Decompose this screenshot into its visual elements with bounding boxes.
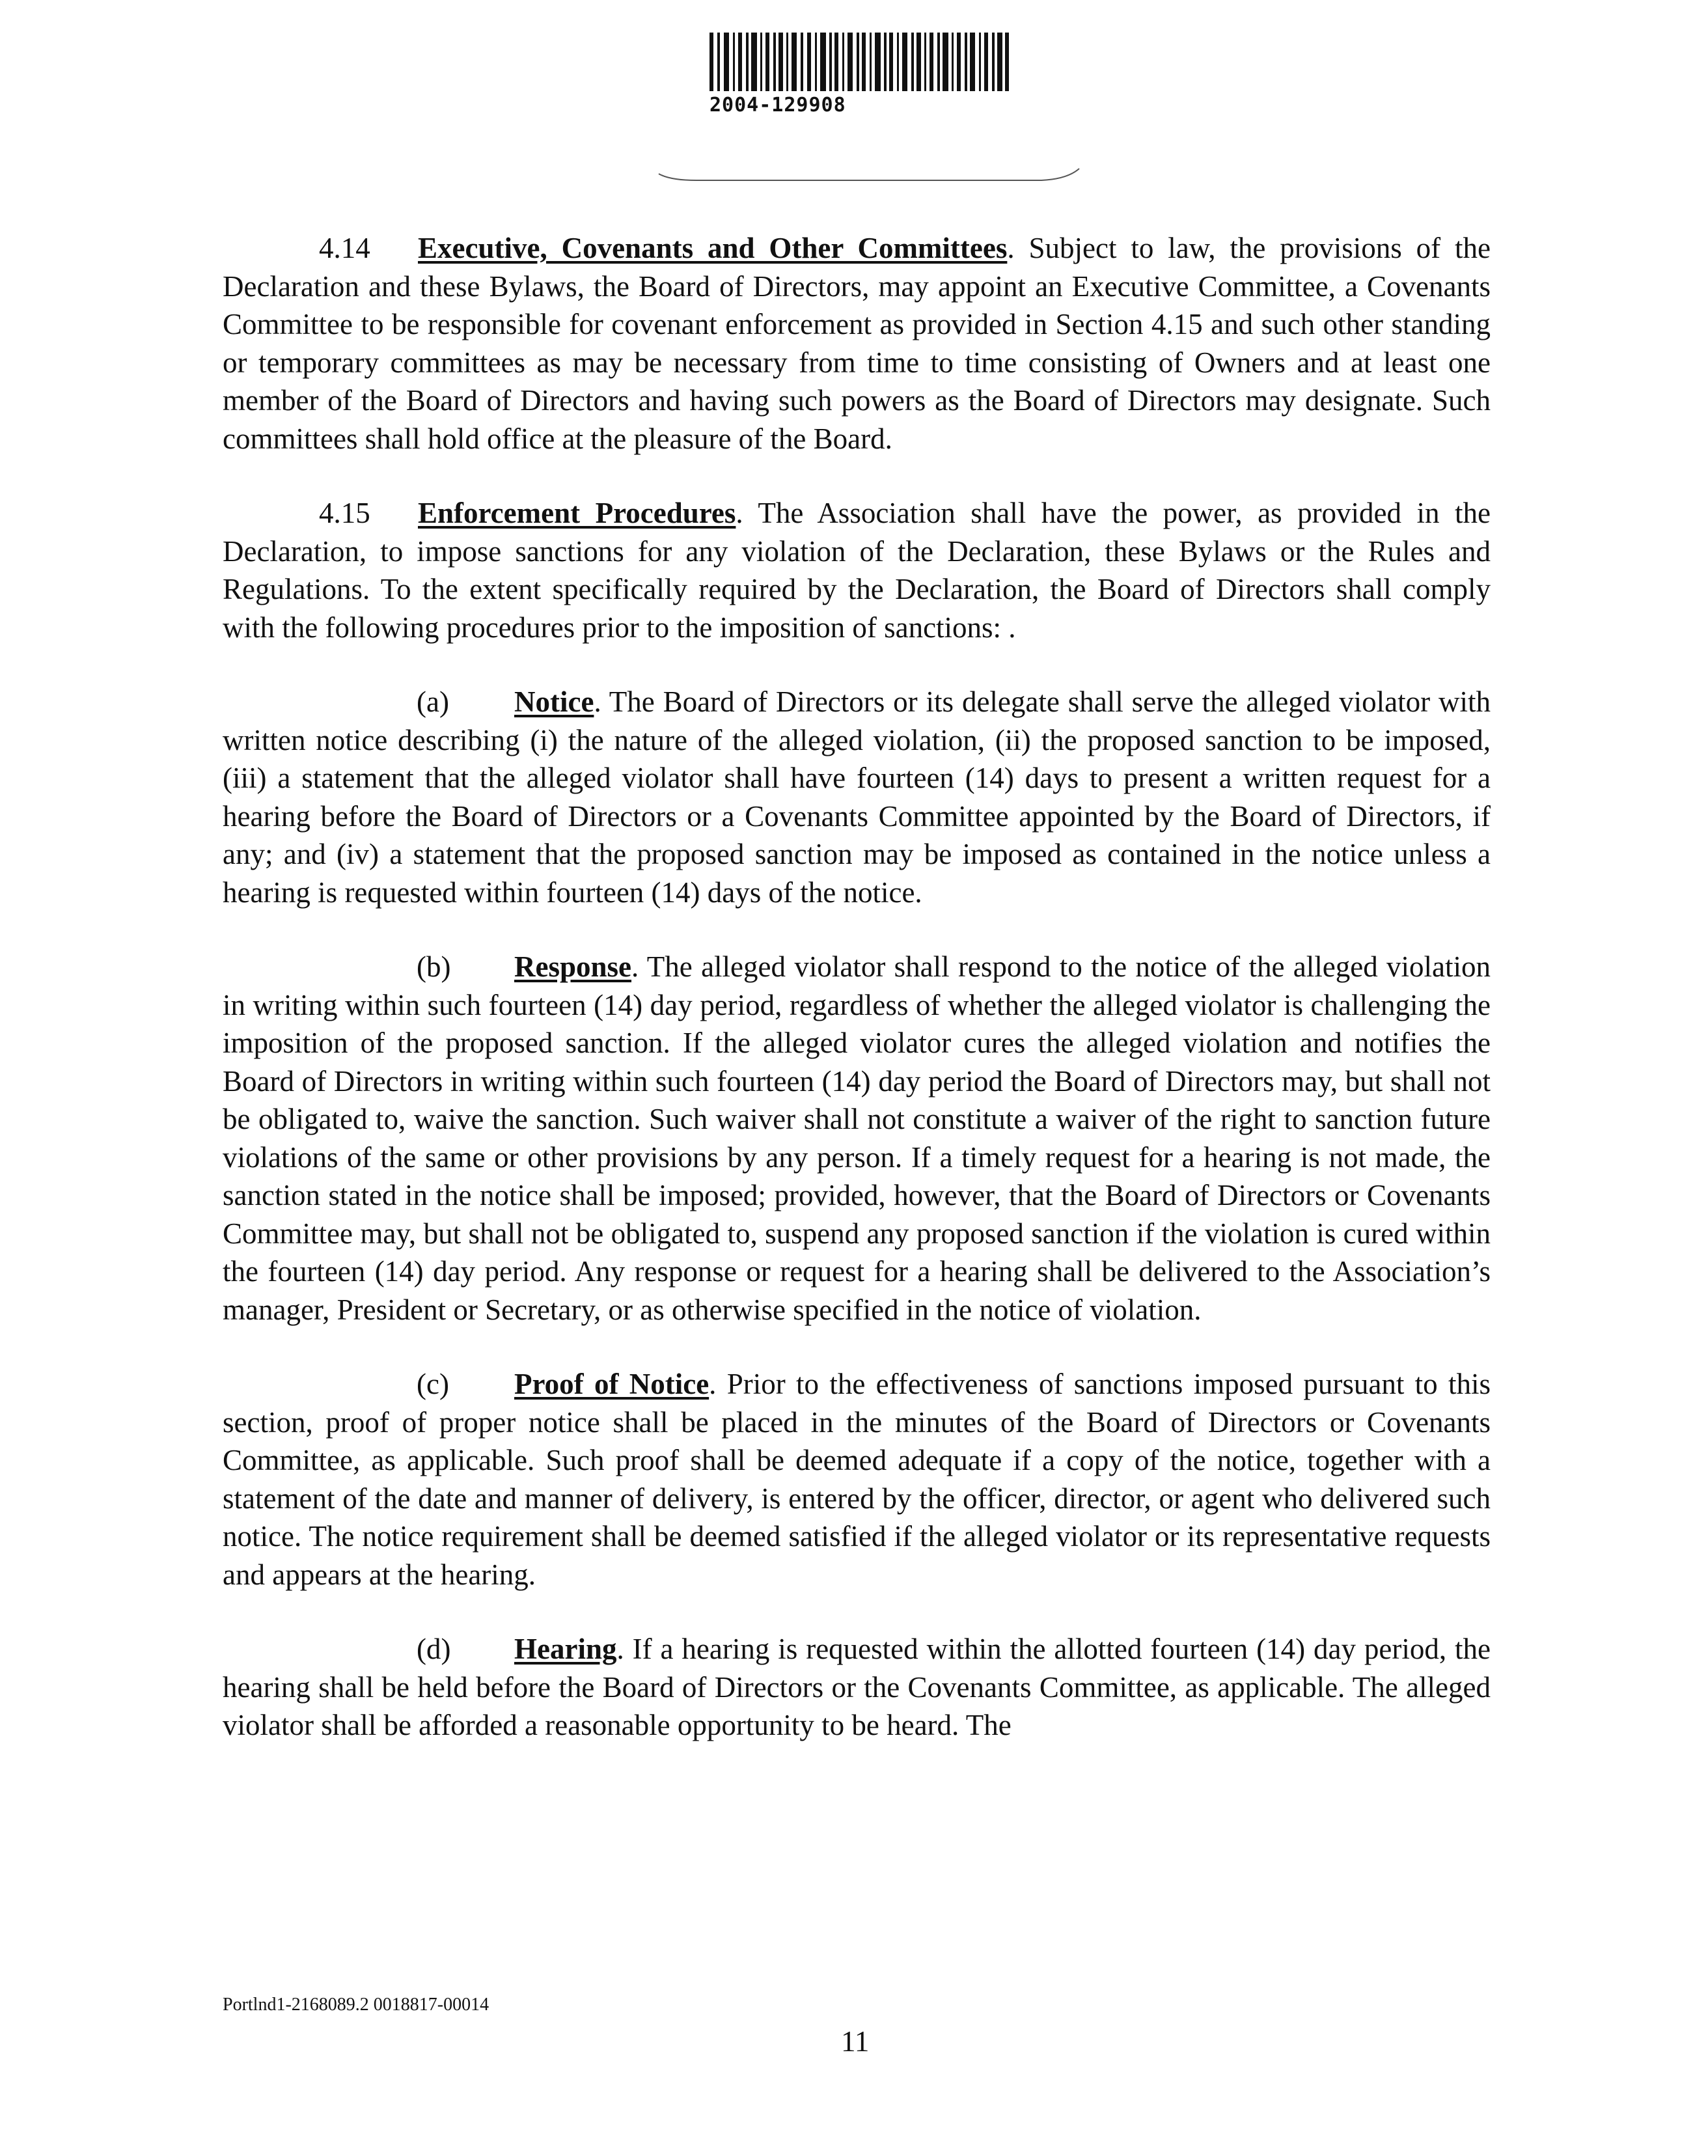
section-4-15 — [223, 494, 1491, 646]
subsection-label: (c) — [417, 1368, 449, 1400]
section-number: 4.15 — [319, 497, 370, 529]
section-4-14 — [223, 229, 1491, 458]
document-body — [223, 229, 1491, 1781]
footer-document-id: Portlnd1-2168089.2 0018817-00014 — [223, 1995, 489, 2015]
subsection-text: . The alleged violator shall respond to the notice of the alleged violation in writing within such fourteen (14) day period, regardless of whether the alleged violator is challenging the imposition of the proposed sanction. If the alleged violator cures the alleged violation and notifies the Board of Directors in writing within such fourteen (14) day period the Board of Directors may, but shall not be obligated to, waive the sanction. Such waiver shall not constitute a waiver of the right to sanction future violations of the same or other provisions by any person. If a timely request for a hearing is not made, the sanction stated in the notice shall be imposed; provided, however, that the Board of Directors or Covenants Committee may, but shall not be obligated to, suspend any proposed sanction if the violation is cured within the fourteen (14) day period. Any response or request for a hearing shall be delivered to the Association’s manager, President or Secretary, or as otherwise specified in the notice of violation. — [223, 950, 1491, 1326]
section-heading: Executive, Covenants and Other Committees — [418, 232, 1008, 264]
section-heading: Enforcement Procedures — [418, 497, 736, 529]
section-text: . The Association shall have the power, as provided in the Declaration, to impose sanctions for any violation of the Declaration, these Bylaws or the Rules and Regulations. To the extent specifically required by the Declaration, the Board of Directors shall comply with the following procedures prior to the imposition of sanctions: . — [223, 497, 1491, 644]
subsection-text: . The Board of Directors or its delegate shall serve the alleged violator with written notice describing (i) the nature of the alleged violation, (ii) the proposed sanction to be imposed, (iii) a statement that the alleged violator shall have fourteen (14) days to present a written request for a hearing before the Board of Directors or a Covenants Committee appointed by the Board of Directors, if any; and (iv) a statement that the proposed sanction may be imposed as contained in the notice unless a hearing is requested within fourteen (14) days of the notice. — [223, 685, 1491, 909]
subsection-text: . Prior to the effectiveness of sanctions imposed pursuant to this section, proof of proper notice shall be placed in the minutes of the Board of Directors or Covenants Committee, as applicable. Such proof shall be deemed adequate if a copy of the notice, together with a statement of the date and manner of delivery, is entered by the officer, director, or agent who delivered such notice. The notice requirement shall be deemed satisfied if the alleged violator or its representative requests and appears at the hearing. — [223, 1368, 1491, 1591]
subsection-b-response — [223, 948, 1491, 1329]
section-text: . Subject to law, the provisions of the Declaration and these Bylaws, the Board of Directors, may appoint an Executive Committee, a Covenants Committee to be responsible for covenant enforcement as provided in Section 4.15 and such other standing or temporary committees as may be necessary from time to time consisting of Owners and at least one member of the Board of Directors and having such powers as the Board of Directors may designate. Such committees shall hold office at the pleasure of the Board. — [223, 232, 1491, 455]
subsection-c-proof-of-notice — [223, 1365, 1491, 1594]
subsection-heading: Response — [514, 950, 632, 983]
subsection-heading: Proof of Notice — [514, 1368, 709, 1400]
subsection-heading: Hearing — [514, 1633, 617, 1665]
subsection-d-hearing — [223, 1630, 1491, 1745]
subsection-label: (b) — [417, 950, 451, 983]
barcode-number: 2004-129908 — [709, 94, 846, 117]
scan-artifact-line — [657, 166, 1081, 186]
subsection-a-notice — [223, 683, 1491, 911]
subsection-heading: Notice — [514, 685, 594, 718]
page-number: 11 — [841, 2025, 870, 2058]
document-barcode — [709, 33, 1009, 117]
section-number: 4.14 — [319, 232, 370, 264]
barcode-graphic — [709, 33, 1009, 91]
subsection-label: (a) — [417, 685, 449, 718]
subsection-label: (d) — [417, 1633, 451, 1665]
subsection-text: . If a hearing is requested within the allotted fourteen (14) day period, the hearing shall be held before the Board of Directors or the Covenants Committee, as applicable. The alleged violator shall be afforded a reasonable opportunity to be heard. The — [223, 1633, 1491, 1741]
